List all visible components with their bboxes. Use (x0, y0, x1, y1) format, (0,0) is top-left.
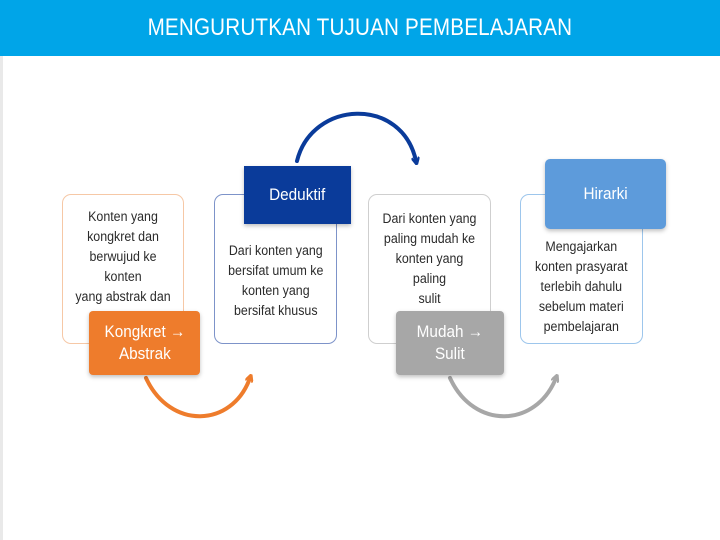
step-label-hirarki (545, 159, 666, 229)
description-line: konten prasyarat (535, 259, 628, 274)
label-line: Abstrak (118, 344, 171, 363)
description-line: pembelajaran (543, 319, 620, 334)
description-line: yang abstrak dan (75, 289, 171, 304)
description-line: paling mudah ke (383, 231, 476, 246)
description-line: sebelum materi (539, 299, 624, 314)
step-label-mudah-sulit (396, 311, 504, 375)
description-line: Konten yang (88, 209, 158, 224)
description-line: kongkret dan (87, 229, 159, 244)
step-label-kongkret-abstrak (89, 311, 200, 375)
arrow-orange (146, 378, 250, 416)
description-line: Dari konten yang (382, 211, 477, 226)
description-line: Mengajarkan (545, 239, 618, 254)
label-line: Sulit (435, 344, 465, 363)
description-line: konten yang (241, 283, 310, 298)
label-line: Deduktif (269, 185, 326, 204)
label-line: Mudah → (416, 322, 484, 341)
description-line: terlebih dahulu (540, 279, 623, 294)
description-line: konten yang paling (395, 251, 464, 286)
description-line: bersifat umum ke (227, 263, 324, 278)
slide-title: MENGURUTKAN TUJUAN PEMBELAJARAN (147, 14, 573, 41)
label-line: Hirarki (583, 184, 628, 203)
label-line: Kongkret → (104, 322, 185, 341)
description-line: bersifat khusus (233, 303, 318, 318)
step-label-deduktif (244, 166, 351, 224)
arrow-navy (297, 114, 416, 161)
arrow-gray (450, 378, 556, 416)
description-line: berwujud ke konten (89, 249, 157, 284)
description-line: Dari konten yang (228, 243, 323, 258)
description-line: sulit (418, 291, 441, 306)
